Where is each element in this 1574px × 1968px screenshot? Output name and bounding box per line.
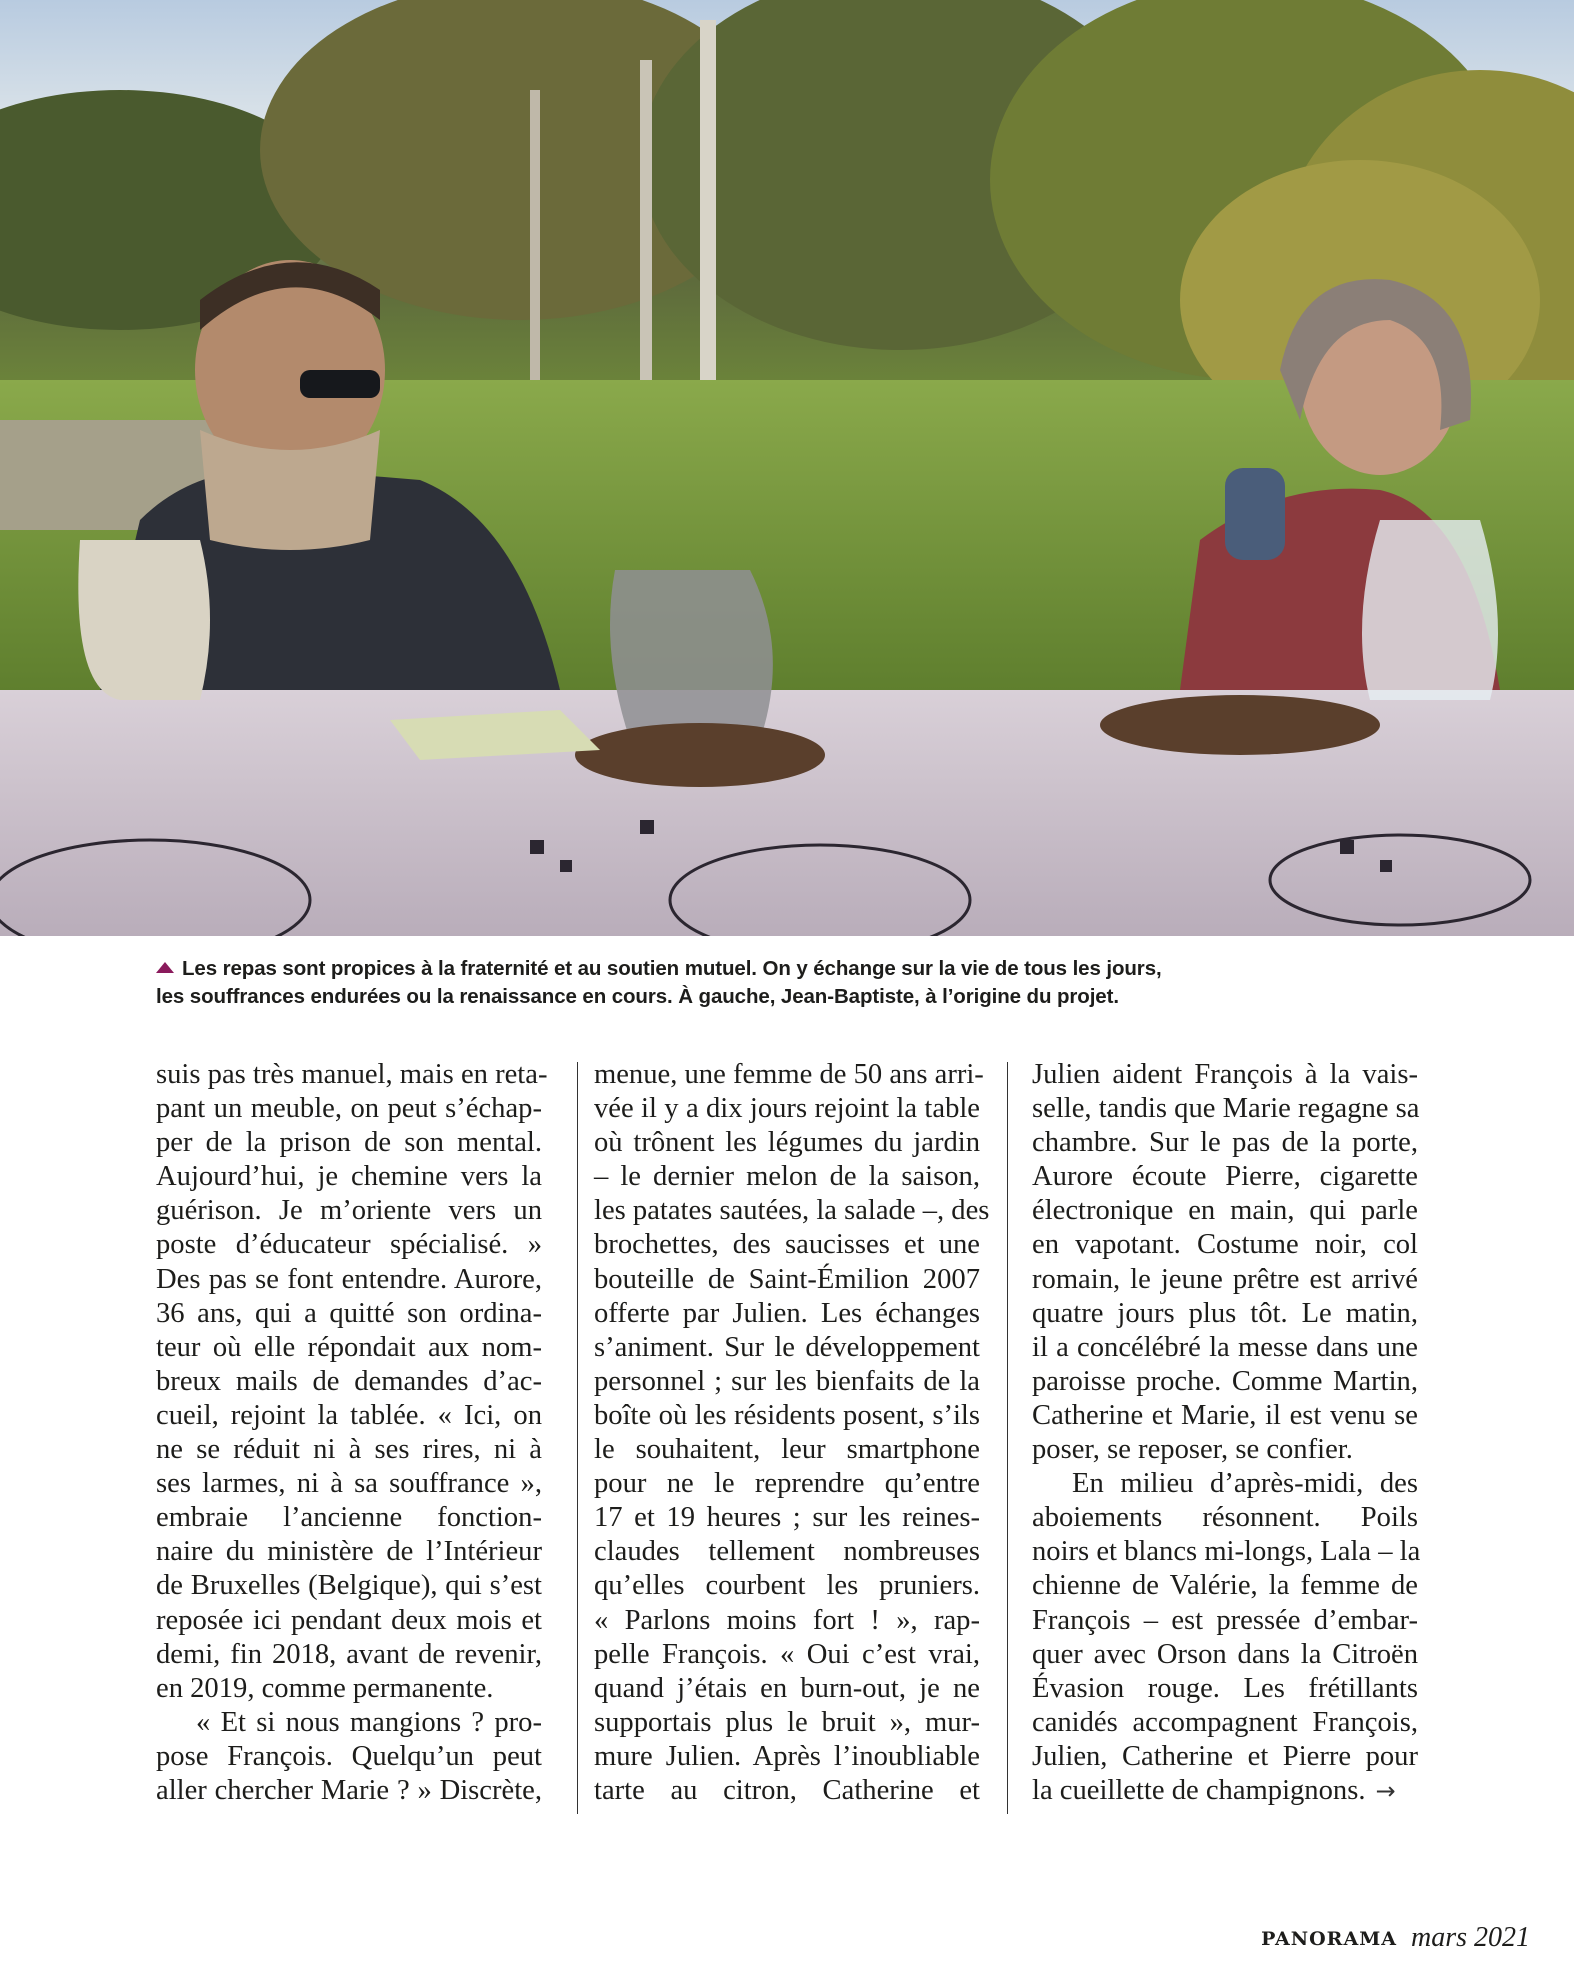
text-line: « Et si nous mangions ? pro- bbox=[196, 1706, 542, 1738]
text-line: quer avec Orson dans la Citroën bbox=[1032, 1638, 1418, 1670]
text-line: boîte où les résidents posent, s’ils bbox=[594, 1399, 980, 1431]
text-line: naire du ministère de l’Intérieur bbox=[156, 1536, 542, 1568]
text-line: les patates sautées, la salade –, des bbox=[594, 1195, 990, 1227]
text-line: pose François. Quelqu’un peut bbox=[156, 1740, 542, 1772]
text-line: – le dernier melon de la saison, bbox=[594, 1161, 980, 1193]
text-line: selle, tandis que Marie regagne sa bbox=[1032, 1093, 1420, 1125]
text-line: chienne de Valérie, la femme de bbox=[1032, 1570, 1418, 1602]
column-rule bbox=[1007, 1062, 1008, 1814]
caption-line: les souffrances endurées ou la renaissance en cours. À gauche, Jean-Baptiste, à l’origine du projet. bbox=[156, 985, 1119, 1008]
text-line: personnel ; sur les bienfaits de la bbox=[594, 1365, 980, 1397]
text-line: ne se réduit ni à ses rires, ni à bbox=[156, 1434, 542, 1466]
text-line: mure Julien. Après l’inoubliable bbox=[594, 1740, 980, 1772]
text-line: cueil, rejoint la tablée. « Ici, on bbox=[156, 1399, 542, 1431]
text-line: 17 et 19 heures ; sur les reines- bbox=[594, 1502, 980, 1534]
text-line: Catherine et Marie, il est venu se bbox=[1032, 1399, 1418, 1431]
text-line: « Parlons moins fort ! », rap- bbox=[594, 1604, 980, 1636]
text-line: bouteille de Saint-Émilion 2007 bbox=[594, 1263, 980, 1295]
photo-caption bbox=[156, 955, 1456, 1011]
text-line: per de la prison de son mental. bbox=[156, 1127, 542, 1159]
page-footer bbox=[1261, 1922, 1530, 1954]
text-line: Des pas se font entendre. Aurore, bbox=[156, 1263, 542, 1295]
text-line: canidés accompagnent François, bbox=[1032, 1706, 1418, 1738]
text-line: offerte par Julien. Les échanges bbox=[594, 1297, 980, 1329]
text-line: pelle François. « Oui c’est vrai, bbox=[594, 1638, 980, 1670]
text-line: pour ne le reprendre qu’entre bbox=[594, 1468, 980, 1500]
text-line: Julien aident François à la vais- bbox=[1032, 1059, 1418, 1090]
text-line: supportais plus le bruit », mur- bbox=[594, 1706, 980, 1738]
text-line: suis pas très manuel, mais en reta- bbox=[156, 1059, 548, 1090]
text-line: de Bruxelles (Belgique), qui s’est bbox=[156, 1570, 542, 1602]
text-line: brochettes, des saucisses et une bbox=[594, 1229, 980, 1261]
text-line: teur où elle répondait aux nom- bbox=[156, 1331, 542, 1363]
column-rule bbox=[577, 1062, 578, 1814]
text-line: guérison. Je m’oriente vers un bbox=[156, 1195, 542, 1227]
text-line: vée il y a dix jours rejoint la table bbox=[594, 1093, 980, 1125]
magazine-brand: PANORAMA bbox=[1261, 1928, 1397, 1950]
text-line: tarte au citron, Catherine et bbox=[594, 1774, 980, 1806]
text-line: reposée ici pendant deux mois et bbox=[156, 1604, 542, 1636]
text-line: poser, se reposer, se confier. bbox=[1032, 1434, 1353, 1466]
text-line: pant un meuble, on peut s’échap- bbox=[156, 1093, 542, 1125]
text-line: Évasion rouge. Les frétillants bbox=[1032, 1672, 1418, 1704]
text-line: ses larmes, ni à sa souffrance », bbox=[156, 1468, 542, 1500]
text-line: où trônent les légumes du jardin bbox=[594, 1127, 980, 1159]
hero-photo bbox=[0, 0, 1574, 936]
text-line: 36 ans, qui a quitté son ordina- bbox=[156, 1297, 542, 1329]
caption-line: Les repas sont propices à la fraternité et au soutien mutuel. On y échange sur la vie de tous les jours, bbox=[156, 955, 1456, 983]
text-line: quatre jours plus tôt. Le matin, bbox=[1032, 1297, 1418, 1329]
text-line: embraie l’ancienne fonction- bbox=[156, 1502, 542, 1534]
text-line: aller chercher Marie ? » Discrète, bbox=[156, 1774, 542, 1806]
text-line: breux mails de demandes d’ac- bbox=[156, 1365, 542, 1397]
text-line: en vapotant. Costume noir, col bbox=[1032, 1229, 1418, 1261]
text-line: demi, fin 2018, avant de revenir, bbox=[156, 1638, 542, 1670]
text-line: chambre. Sur le pas de la porte, bbox=[1032, 1127, 1418, 1159]
arrow-right-icon: → bbox=[1375, 1776, 1396, 1805]
text-line: en 2019, comme permanente. bbox=[156, 1672, 494, 1704]
text-line: Julien, Catherine et Pierre pour bbox=[1032, 1740, 1418, 1772]
text-line: François – est pressée d’embar- bbox=[1032, 1604, 1418, 1636]
text-line: il a concélébré la messe dans une bbox=[1032, 1331, 1418, 1363]
text-line: noirs et blancs mi-longs, Lala – la bbox=[1032, 1536, 1421, 1568]
text-line: s’animent. Sur le développement bbox=[594, 1331, 980, 1363]
text-line: le souhaitent, leur smartphone bbox=[594, 1434, 980, 1466]
article-column-1 bbox=[156, 1058, 548, 1808]
text-line: Aurore écoute Pierre, cigarette bbox=[1032, 1161, 1418, 1193]
article-column-2 bbox=[594, 1058, 990, 1808]
triangle-up-icon bbox=[156, 962, 174, 973]
issue-date: mars 2021 bbox=[1410, 1922, 1530, 1953]
text-line: la cueillette de champignons. → bbox=[1032, 1774, 1418, 1808]
text-line: romain, le jeune prêtre est arrivé bbox=[1032, 1263, 1418, 1295]
text-line: En milieu d’après-midi, des bbox=[1072, 1468, 1418, 1500]
text-line: Aujourd’hui, je chemine vers la bbox=[156, 1161, 542, 1193]
text-line: paroisse proche. Comme Martin, bbox=[1032, 1365, 1418, 1397]
text-line: électronique en main, qui parle bbox=[1032, 1195, 1418, 1227]
text-line: claudes tellement nombreuses bbox=[594, 1536, 980, 1568]
article-column-3 bbox=[1032, 1058, 1421, 1808]
text-line: quand j’étais en burn-out, je ne bbox=[594, 1672, 980, 1704]
text-line: qu’elles courbent les pruniers. bbox=[594, 1570, 980, 1602]
text-line: aboiements résonnent. Poils bbox=[1032, 1502, 1418, 1534]
text-line: menue, une femme de 50 ans arri- bbox=[594, 1059, 984, 1090]
text-line: poste d’éducateur spécialisé. » bbox=[156, 1229, 542, 1261]
